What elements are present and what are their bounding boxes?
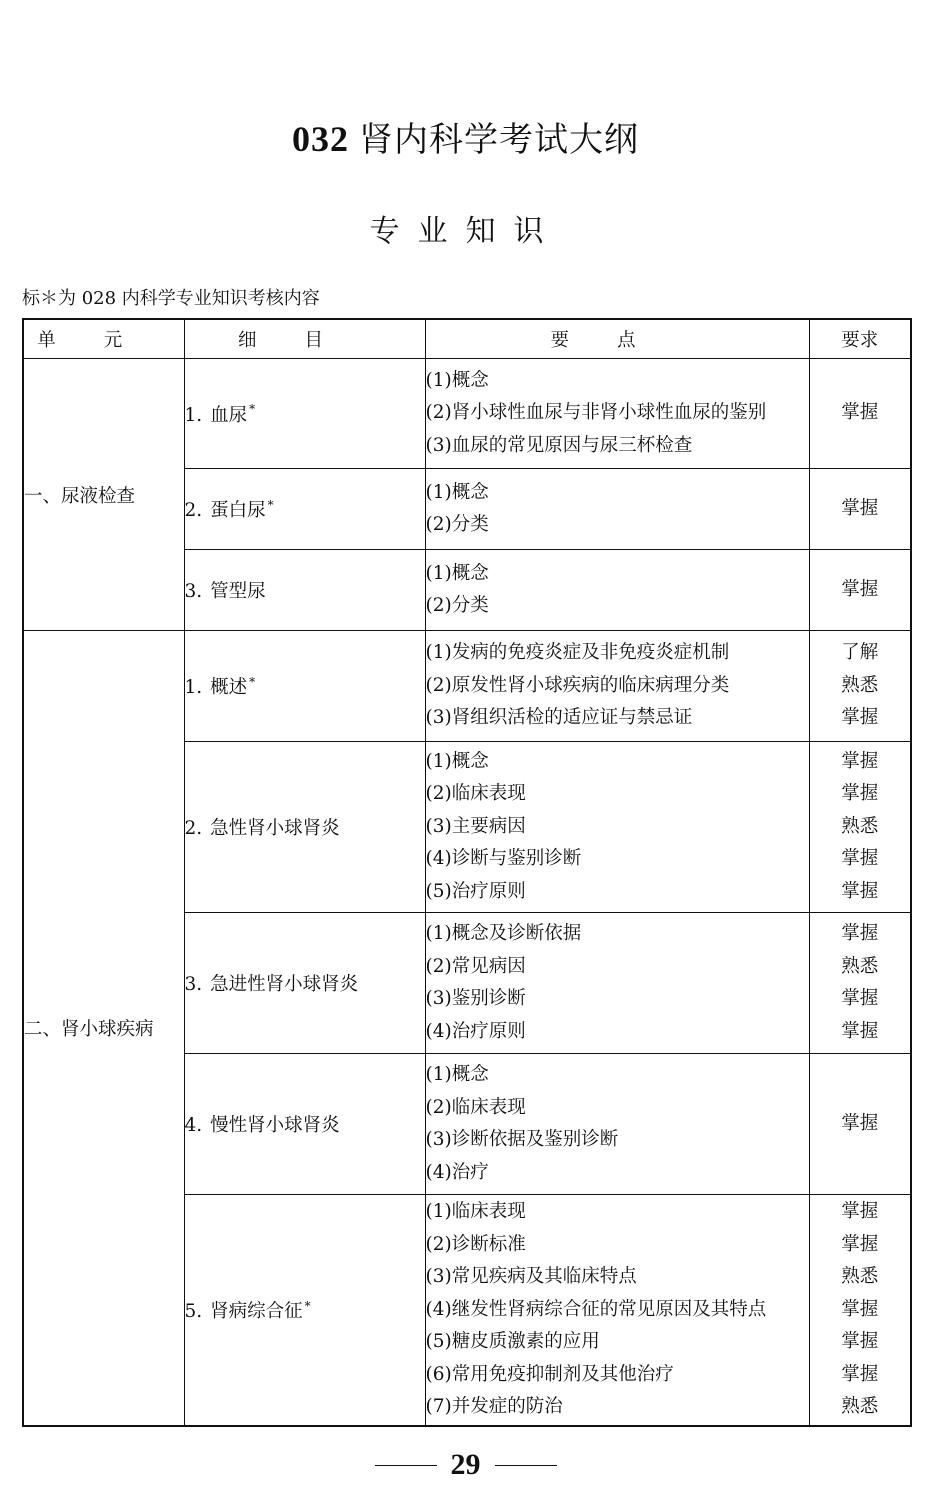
requirement-level: 熟悉 [841,1266,879,1287]
requirement-level: 掌握 [841,1298,879,1320]
requirement-cell [809,469,911,550]
point-item: (6)常用免疫抑制剂及其他治疗 [425,1363,674,1385]
point-item: (2)原发性肾小球疾病的临床病理分类 [425,674,730,696]
item-number: 3. [184,581,203,602]
item-name: 概述 [210,677,248,698]
table-row [23,631,911,742]
item-cell [184,359,425,469]
point-item: (3)血尿的常见原因与尿三杯检查 [425,434,693,456]
star-mark: * [267,497,274,512]
item-number: 3. [184,974,203,995]
requirement-level: 掌握 [841,988,879,1009]
star-mark: * [249,674,256,689]
points-cell [425,913,809,1054]
header-requirement: 要求 [809,319,911,359]
point-item: (1)发病的免疫炎症及非免疫炎症机制 [425,642,730,664]
item-name: 慢性肾小球肾炎 [210,1115,340,1136]
requirement-level: 掌握 [841,402,879,424]
requirement-level: 掌握 [841,1020,879,1042]
item-name: 管型尿 [210,581,266,602]
section-subtitle: 专业知识 [369,214,562,249]
requirement-level: 掌握 [841,1201,879,1222]
requirement-cell [809,1195,911,1426]
item-cell [184,913,425,1054]
points-cell [425,359,809,469]
requirement-level: 掌握 [841,1363,879,1385]
header-item: 细目 [184,319,425,359]
header-row [23,319,911,359]
point-item: (1)概念 [425,369,489,391]
header-points: 要点 [425,319,809,359]
requirement-cell [809,742,911,913]
note-text: 标＊为 028 内科学专业知识考核内容 [22,288,320,309]
point-item: (4)治疗原则 [425,1020,526,1042]
page-title [0,112,931,161]
unit-cell: 一、尿液检查 [23,359,184,631]
item-name: 急性肾小球肾炎 [210,818,340,839]
point-item: (5)糖皮质激素的应用 [425,1331,600,1352]
point-item: (3)主要病因 [425,815,526,837]
point-item: (2)分类 [425,514,489,535]
requirement-level: 掌握 [841,1112,879,1134]
item-number: 2. [184,818,203,839]
points-cell [425,1195,809,1426]
page-number: 29 [450,1448,481,1481]
page-footer [0,1448,931,1482]
requirement-level: 熟悉 [841,674,879,696]
requirement-level: 掌握 [841,848,879,870]
points-cell [425,469,809,550]
header-unit: 单元 [23,319,184,359]
requirement-level: 熟悉 [841,1396,879,1417]
points-cell [425,742,809,913]
requirement-level: 掌握 [841,783,879,805]
point-item: (3)诊断依据及鉴别诊断 [425,1129,619,1150]
item-number: 1. [184,677,203,698]
item-cell [184,550,425,631]
requirement-level: 掌握 [841,1331,879,1352]
point-item: (1)概念 [425,481,489,503]
requirement-level: 了解 [841,642,879,664]
item-number: 4. [184,1115,203,1136]
requirement-cell [809,359,911,469]
item-cell [184,1054,425,1195]
unit-cell: 二、肾小球疾病 [23,631,184,1426]
item-cell [184,1195,425,1426]
point-item: (2)分类 [425,595,489,616]
points-cell [425,550,809,631]
item-name: 蛋白尿 [210,500,266,521]
point-item: (4)治疗 [425,1161,489,1183]
point-item: (4)继发性肾病综合征的常见原因及其特点 [425,1298,767,1320]
point-item: (3)常见疾病及其临床特点 [425,1266,637,1287]
requirement-cell [809,1054,911,1195]
point-item: (7)并发症的防治 [425,1396,563,1417]
item-number: 1. [184,404,203,426]
point-item: (1)概念 [425,750,489,772]
requirement-level: 掌握 [841,707,879,729]
requirement-level: 熟悉 [841,955,879,977]
point-item: (2)临床表现 [425,1096,526,1118]
requirement-level: 掌握 [841,1233,879,1255]
item-cell [184,631,425,742]
point-item: (3)肾组织活检的适应证与禁忌证 [425,707,693,729]
requirement-cell [809,631,911,742]
point-item: (2)常见病因 [425,955,526,977]
point-item: (1)概念 [425,1064,489,1085]
title-text: 肾内科学考试大纲 [359,120,639,160]
requirement-level: 掌握 [841,880,879,902]
point-item: (3)鉴别诊断 [425,988,526,1009]
table-row [23,359,911,469]
requirement-level: 掌握 [841,923,879,944]
point-item: (4)诊断与鉴别诊断 [425,848,582,870]
star-mark: * [249,402,256,417]
item-cell [184,469,425,550]
syllabus-table [22,318,912,1427]
item-number: 5. [184,1300,203,1322]
points-cell [425,631,809,742]
requirement-level: 掌握 [841,497,879,519]
requirement-level: 熟悉 [841,815,879,837]
requirement-cell [809,550,911,631]
point-item: (2)诊断标准 [425,1233,526,1255]
item-name: 急进性肾小球肾炎 [210,974,359,995]
point-item: (2)肾小球性血尿与非肾小球性血尿的鉴别 [425,402,767,424]
item-name: 肾病综合征 [210,1300,303,1322]
star-mark: * [304,1298,311,1313]
item-cell [184,742,425,913]
point-item: (1)临床表现 [425,1201,526,1222]
item-name: 血尿 [210,404,248,426]
point-item: (2)临床表现 [425,783,526,805]
point-item: (1)概念 [425,562,489,584]
point-item: (1)概念及诊断依据 [425,923,582,944]
footer-rule-right [495,1465,557,1466]
requirement-level: 掌握 [841,578,879,600]
item-number: 2. [184,500,203,521]
requirement-cell [809,913,911,1054]
footer-rule-left [375,1465,437,1466]
requirement-level: 掌握 [841,750,879,772]
title-code: 032 [292,119,349,159]
points-cell [425,1054,809,1195]
point-item: (5)治疗原则 [425,880,526,902]
